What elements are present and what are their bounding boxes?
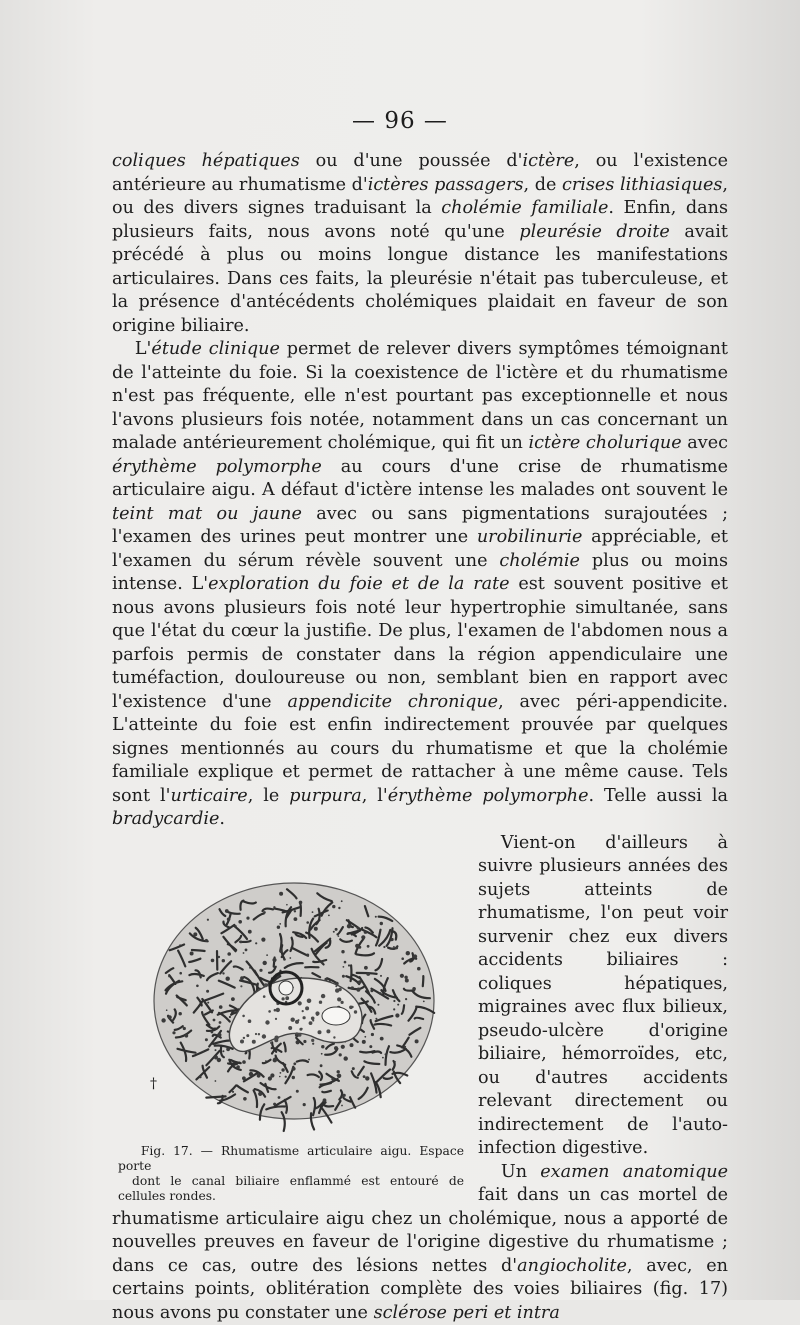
round-cell [274,1035,278,1039]
cell-dot [273,906,275,908]
round-cell [288,1026,292,1030]
cell-dot [361,935,365,939]
cell-dot [286,903,288,905]
italic-term: exploration du foie et de la rate [208,574,509,594]
cell-dot [312,911,314,913]
cell-dot [234,925,236,927]
cell-dot [358,945,361,948]
round-cell [298,1001,302,1005]
text-run: , l' [362,786,388,806]
text-run: Vient-on d'ailleurs à suivre plusieurs années des sujets atteints de rhumatisme, l'on peut voir survenir chez eux divers accidents biliaires : coliques hépatiques, migraines avec flux bilieux, pseudo-ulcère d'origine biliaire, hémorroïdes, etc, ou d'autres accidents relevant directement ou indirectement de l'auto-infection digestive. [478,833,728,1159]
cell-dot [413,954,417,958]
cell-dot [199,1075,202,1078]
cell-dot [222,1050,224,1052]
round-cell [326,1029,330,1033]
tissue-strand [206,1096,225,1097]
round-cell [309,1021,313,1025]
cell-dot [371,1032,374,1035]
cell-dot [219,1021,222,1024]
italic-term: cholémie familiale [441,198,608,218]
round-cell [296,1032,298,1034]
cell-dot [243,1097,247,1101]
cell-dot [358,980,362,984]
tissue-strand [423,976,424,986]
cell-dot [259,968,262,971]
cell-dot [272,957,276,961]
cell-dot [199,974,201,976]
cell-dot [366,972,370,976]
text-run: au cours d'une crise de rhumatisme articulaire aigu. A défaut d'ictère intense les malades ont souvent le [112,457,728,501]
cell-dot [339,1053,342,1056]
cell-dot [395,1013,399,1017]
cell-dot [207,1001,209,1003]
round-cell [338,997,342,1001]
cell-dot [225,909,229,913]
italic-term: bradycardie [112,809,219,829]
cell-dot [232,1090,234,1092]
cell-dot [246,916,249,919]
cell-dot [363,1075,366,1078]
figure-caption-rest: dont le canal biliaire enflammé est entouré de cellules rondes. [118,1174,464,1204]
cell-dot [179,1012,182,1015]
cell-dot [335,927,338,930]
cell-dot [323,1098,327,1102]
cell-dot [364,930,368,934]
cell-dot [240,940,243,943]
cell-dot [296,1040,300,1044]
cell-dot [348,964,350,966]
round-cell [335,985,337,987]
round-cell [341,1000,344,1003]
italic-term: coliques hépatiques [112,151,300,171]
cell-dot [161,1018,165,1022]
cell-dot [343,1093,346,1096]
cell-dot [303,1039,306,1042]
cell-dot [273,1057,276,1060]
text-run: , le [248,786,290,806]
text-run: , de [524,175,562,195]
italic-term: ictère [522,151,574,171]
text-run: , avec, en certains points, oblitération complète des voies biliaires (fig. 17) nous avons pu constater une [112,1256,728,1323]
round-cell [276,1007,280,1011]
cell-dot [183,1026,186,1029]
page-number: — 96 — [0,108,800,134]
cell-dot [377,1003,379,1005]
round-cell [285,996,289,1000]
cell-dot [393,999,395,1001]
cell-dot [364,1035,366,1037]
cell-dot [337,1074,339,1076]
italic-term: examen anatomique [540,1162,728,1182]
text-run: avec [682,433,728,453]
cell-dot [393,1008,395,1010]
cell-dot [338,906,340,908]
cell-dot [292,1075,295,1078]
bile-duct-lumen [279,981,293,995]
cell-dot [217,1032,221,1036]
figure-marker: † [150,1076,157,1092]
cell-dot [382,1056,384,1058]
cell-dot [231,997,235,1001]
cell-dot [332,904,335,907]
cell-dot [344,1056,348,1060]
text-run: . Telle aussi la [588,786,728,806]
round-cell [263,995,266,998]
cell-dot [357,926,360,929]
cell-dot [168,1015,172,1019]
figure-17 [112,836,464,1204]
cell-dot [391,947,393,949]
round-cell [246,1034,249,1037]
cell-dot [306,921,309,924]
text-run: , ou l'existence antérieure au rhumatisme d' [112,151,728,195]
cell-dot [277,925,280,928]
cell-dot [321,961,323,963]
cell-dot [227,952,231,956]
round-cell [318,1030,322,1034]
cell-dot [206,989,209,992]
cell-dot [172,1031,175,1034]
round-cell [298,1033,301,1036]
italic-term: angiocholite [517,1256,627,1276]
cell-dot [289,957,291,959]
cell-dot [404,975,407,978]
round-cell [311,1038,314,1041]
cell-dot [328,914,330,916]
cell-dot [341,1104,343,1106]
cell-dot [344,960,347,963]
round-cell [311,1016,315,1020]
round-cell [305,1006,309,1010]
cell-dot [380,974,382,976]
cell-dot [356,987,360,991]
cell-dot [380,921,383,924]
italic-term: urticaire [170,786,247,806]
cell-dot [257,1073,261,1077]
cell-dot [350,1043,354,1047]
cell-dot [343,966,345,968]
round-cell [295,1019,299,1023]
cell-dot [294,917,298,921]
cell-dot [185,1034,189,1038]
cell-dot [283,958,285,960]
text-run: appréciable, et l'examen du sérum révèle souvent une [112,527,728,571]
cell-dot [393,946,395,948]
cell-dot [248,929,252,933]
italic-term: sclérose peri et intra [374,1303,560,1323]
italic-term: urobilinurie [477,527,583,547]
cell-dot [265,1060,267,1062]
cell-dot [385,1053,387,1055]
cell-dot [215,1080,217,1082]
cell-dot [364,965,368,969]
cell-dot [395,946,398,949]
body-text [112,150,728,1325]
cell-dot [278,1096,281,1099]
cell-dot [211,1030,214,1033]
text-run: Un [501,1162,540,1182]
round-cell [242,1014,245,1017]
vessel-lumen [322,1007,350,1025]
round-cell [282,997,285,1000]
cell-dot [417,966,421,970]
cell-dot [405,998,407,1000]
round-cell [240,1039,244,1043]
text-run: , ou des divers signes traduisant la [112,175,728,219]
italic-term: pleurésie droite [519,222,669,242]
text-run: permet de relever divers symptômes témoignant de l'atteinte du foie. Si la coexistence de l'ictère et du rhumatisme n'est pas fréquente, elle n'est pourtant pas exceptionnelle et nous l'avons plusieurs fois notée, notamment dans un cas concernant un malade antérieurement cholémique, qui fit un [112,339,728,453]
cell-dot [202,1050,204,1052]
round-cell [299,1027,302,1030]
cell-dot [213,1018,216,1021]
cell-dot [401,957,404,960]
cell-dot [406,951,410,955]
paragraph-3 [112,832,728,1161]
round-cell [335,988,339,992]
cell-dot [273,1102,276,1105]
cell-dot [266,954,268,956]
round-cell [270,1041,272,1043]
cell-dot [415,1039,419,1043]
cell-dot [316,1106,318,1108]
italic-term: crises lithiasiques [562,175,722,195]
italic-term: ictère cholurique [528,433,681,453]
round-cell [255,1032,257,1034]
cell-dot [229,1015,231,1017]
tissue-strand [192,950,205,951]
cell-dot [196,984,199,987]
cell-dot [205,1038,208,1041]
round-cell [264,983,268,987]
text-run: ou d'une poussée d' [300,151,523,171]
cell-dot [347,924,351,928]
cell-dot [390,938,392,940]
cell-dot [365,1076,369,1080]
cell-dot [341,900,343,902]
cell-dot [168,975,170,977]
figure-caption-lead: Fig. 17. — Rhumatisme articulaire aigu. Espace porte [118,1144,464,1173]
figure-caption [118,1144,464,1204]
italic-term: purpura [289,786,362,806]
cell-dot [261,937,265,941]
cell-dot [321,1052,323,1054]
italic-term: cholémie [499,551,580,571]
cell-dot [367,944,370,947]
cell-dot [337,1070,340,1073]
cell-dot [341,1044,345,1048]
cell-dot [179,971,182,974]
cell-dot [245,948,248,951]
text-run: avait précédé à plus ou moins longue distance les manifestations articulaires. Dans ces faits, la pleurésie n'était pas tuberculeuse, et la présence d'antécédents cholémiques plaidait en faveur de son origine biliaire. [112,222,728,336]
cell-dot [292,1066,296,1070]
cell-dot [242,1060,246,1064]
cell-dot [255,942,257,944]
paragraph-1 [112,150,728,338]
cell-dot [268,1076,272,1080]
cell-dot [226,976,230,980]
cell-dot [370,989,373,992]
cell-dot [394,1061,396,1063]
cell-dot [166,1009,168,1011]
cell-dot [263,960,267,964]
cell-dot [405,978,409,982]
cell-dot [375,915,377,917]
cell-dot [352,1067,355,1070]
cell-dot [331,1077,334,1080]
italic-term: étude clinique [151,339,279,359]
cell-dot [397,1003,399,1005]
cell-dot [227,917,231,921]
cell-dot [293,1062,296,1065]
cell-dot [321,1045,324,1048]
cell-dot [243,952,245,954]
cell-dot [342,974,345,977]
cell-dot [279,891,283,895]
italic-term: ictères passagers [368,175,524,195]
round-cell [303,1016,306,1019]
round-cell [240,985,242,987]
round-cell [275,1017,277,1019]
cell-dot [341,950,344,953]
cell-dot [314,926,318,930]
round-cell [319,1000,322,1003]
text-run: avec ou sans pigmentations surajoutées ; l'examen des urines peut montrer une [112,504,728,548]
round-cell [349,1005,353,1009]
cell-dot [279,923,281,925]
round-cell [354,1010,357,1013]
cell-dot [193,932,197,936]
cell-dot [362,1039,366,1043]
tissue-strand [351,965,352,981]
cell-dot [333,930,335,932]
cell-dot [222,972,224,974]
cell-dot [294,910,296,912]
text-run: . [219,809,225,829]
cell-dot [306,953,309,956]
round-cell [333,1036,335,1038]
round-cell [258,1033,260,1035]
cell-dot [249,1071,253,1075]
cell-dot [258,1091,262,1095]
cell-dot [205,938,208,941]
cell-dot [215,1049,217,1051]
text-run: , avec péri-appendicite. L'atteinte du foie est enfin indirectement prouvée par quelques signes mentionnés au cours du rhumatisme et que la cholémie familiale explique et permet de rattacher à une même cause. Tels sont l' [112,692,728,806]
text-run: . Enfin, dans plusieurs faits, nous avons noté qu'une [112,198,728,242]
cell-dot [375,1017,377,1019]
text-run: est souvent positive et nous avons plusieurs fois noté leur hypertrophie simultanée, sans que l'état du cœur la justifie. De plus, l'examen de l'abdomen nous a parfois permis de constater dans la région appendiculaire une tuméfaction, douloureuse ou non, semblant bien en rapport avec l'existence d'une [112,574,728,712]
round-cell [268,1010,271,1013]
cell-dot [279,1075,281,1077]
italic-term: appendicite chronique [287,692,498,712]
tissue-strand [300,902,301,915]
cell-dot [400,973,404,977]
cell-dot [217,1057,221,1061]
cell-dot [285,1075,287,1077]
cell-dot [423,1000,425,1002]
cell-dot [299,900,303,904]
round-cell [248,1019,252,1023]
cell-dot [279,949,282,952]
italic-term: érythème polymorphe [112,457,322,477]
cell-dot [211,958,215,962]
cell-dot [379,992,382,995]
cell-dot [249,966,251,968]
paragraph-3-text [478,833,728,1159]
cell-dot [236,1065,240,1069]
cell-dot [338,935,340,937]
cell-dot [308,1058,310,1060]
italic-term: érythème polymorphe [388,786,589,806]
cell-dot [303,1103,306,1106]
italic-term: teint mat ou jaune [112,504,302,524]
round-cell [262,1034,266,1038]
text-run: plus ou moins intense. L' [112,551,728,595]
cell-dot [334,1046,338,1050]
cell-dot [320,1064,323,1067]
round-cell [265,1020,269,1024]
text-run: L' [135,339,152,359]
cell-dot [242,1076,246,1080]
cell-dot [190,951,194,955]
round-cell [291,1017,295,1021]
text-run: fait dans un cas mortel de rhumatisme articulaire aigu chez un cholémique, nous a apporté de nouvelles preuves en faveur de l'origine digestive du rhumatisme ; dans ce cas, outre des lésions nettes d' [112,1185,728,1276]
round-cell [316,1014,318,1016]
cell-dot [404,1045,406,1047]
cell-dot [280,1072,282,1074]
histology-illustration [136,876,436,1136]
cell-dot [312,1042,314,1044]
cell-dot [263,911,266,914]
paragraph-2 [112,338,728,832]
cell-dot [218,955,220,957]
round-cell [307,998,312,1003]
round-cell [321,993,325,997]
cell-dot [179,944,181,946]
cell-dot [238,920,242,924]
cell-dot [207,918,209,920]
cell-dot [222,959,225,962]
cell-dot [219,1005,223,1009]
cell-dot [369,1045,372,1048]
cell-dot [240,976,244,980]
round-cell [302,1010,304,1012]
round-cell [252,1039,256,1043]
cell-dot [281,1068,284,1071]
cell-dot [296,1089,299,1092]
cell-dot [226,1047,230,1051]
round-cell [243,1036,245,1038]
cell-dot [383,945,385,947]
cell-dot [412,987,416,991]
tissue-strand [415,1017,423,1018]
cell-dot [351,986,354,989]
cell-dot [380,1036,384,1040]
